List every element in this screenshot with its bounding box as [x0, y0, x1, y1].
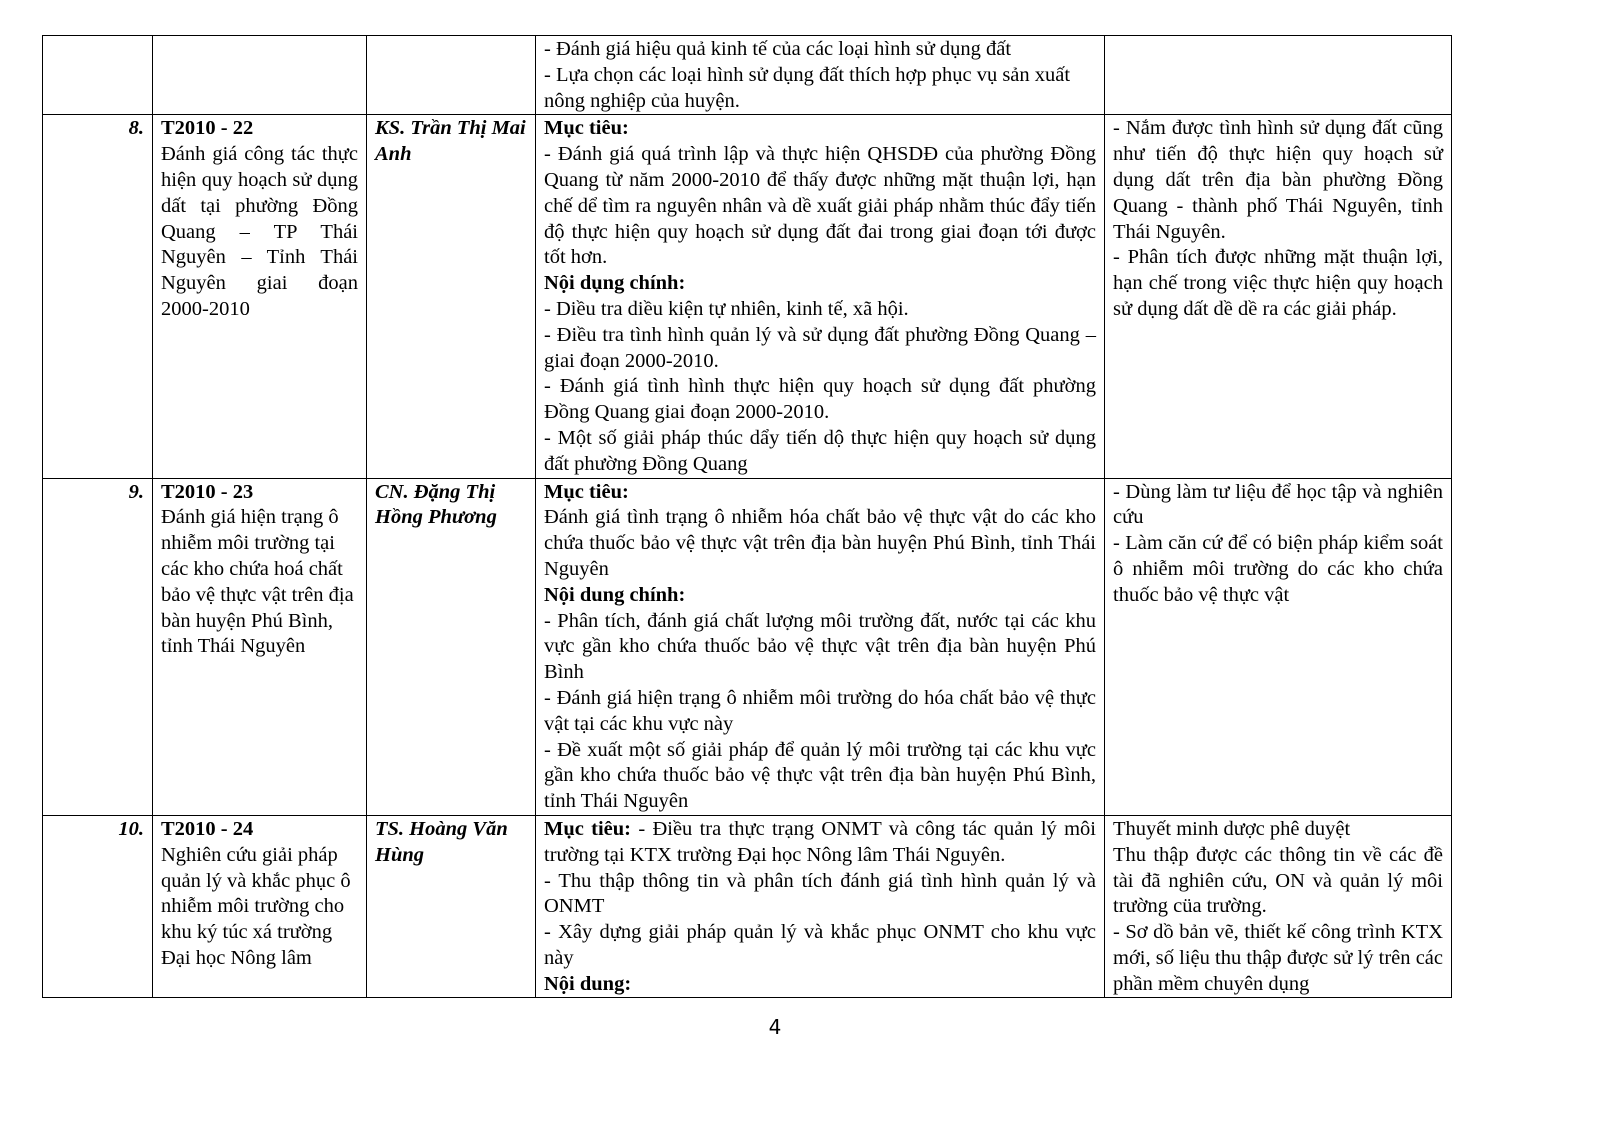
- table-row-continued: [43, 36, 1452, 115]
- objective-line: - Đánh giá quá trình lập và thực hiện QHSDĐ của phường Đồng Quang từ năm 2000-2010 để thấy được những mặt thuận lợi, hạn chế dể tìm ra nguyên nhân và dề xuất giải pháp nhằm thúc đẩy tiến độ thực hiện quy hoạch sử dụng đất đai trong giai đoạn tới được tốt hơn.: [544, 143, 1096, 269]
- objective-label: Mục tiêu:: [544, 480, 629, 503]
- cell-content: [536, 36, 1105, 115]
- row-number: 10.: [43, 815, 153, 998]
- project-title: Đánh giá công tác thực hiện quy hoạch sử dụng dất tại phường Đồng Quang – TP Thái Nguyên – Tỉnh Thái Nguyên giai đoạn 2000-2010: [161, 143, 358, 320]
- cell-results: [1105, 36, 1452, 115]
- result-line: Thuyết minh dược phê duyệt: [1113, 817, 1351, 840]
- result-line: Thu thập được các thông tin về các đề tài đã nghiên cứu, ON và quản lý môi trường cüa trường.: [1113, 843, 1443, 918]
- cell-number: [43, 36, 153, 115]
- content-line: - Đánh giá tình hình thực hiện quy hoạch sử dụng đất phường Đồng Quang giai đoạn 2000-2010.: [544, 375, 1096, 424]
- content-line: - Một số giải pháp thúc dẩy tiến dộ thực hiện quy hoạch sử dụng đất phường Đồng Quang: [544, 426, 1096, 475]
- row-number: 8.: [43, 115, 153, 478]
- project-code: T2010 - 24: [161, 817, 254, 840]
- project-title: Nghiên cứu giải pháp quản lý và khắc phục ô nhiễm môi trường cho khu ký túc xá trường Đại học Nông lâm: [161, 843, 351, 969]
- content-line: - Đánh giá hiệu quả kinh tế của các loại hình sử dụng đất: [544, 38, 1012, 60]
- objective-inline: - Điều tra thực trạng ONMT và công tác quản lý môi trường tại KTX trường Đại học Nông lâm Thái Nguyên.: [544, 817, 1097, 866]
- cell-content: [536, 115, 1105, 478]
- page-number: 4: [768, 1015, 782, 1039]
- objective-line: Đánh giá tình trạng ô nhiễm hóa chất bảo vệ thực vật do các kho chứa thuốc bảo vệ thực vật trên địa bàn huyện Phú Bình, tỉnh Thái Nguyên: [544, 506, 1096, 580]
- table-row: [43, 115, 1452, 478]
- result-line: - Sơ dồ bản vẽ, thiết kế công trình KTX mới, số liệu thu thập được sử lý trên các phần mềm chuyên dụng: [1113, 921, 1443, 995]
- content-label: Nội dụng chính:: [544, 272, 686, 295]
- project-title: Đánh giá hiện trạng ô nhiễm môi trường tại các kho chứa hoá chất bảo vệ thực vật trên địa bàn huyện Phú Bình, tỉnh Thái Nguyên: [161, 506, 354, 658]
- cell-results: [1105, 115, 1452, 478]
- cell-title: [153, 115, 367, 478]
- cell-results: [1105, 815, 1452, 998]
- project-code: T2010 - 22: [161, 117, 254, 140]
- project-author: CN. Đặng Thị Hồng Phương: [367, 478, 536, 815]
- row-number: 9.: [43, 478, 153, 815]
- content-label: Nội dung:: [544, 972, 632, 995]
- result-line: - Dùng làm tư liệu để học tập và nghiên cứu: [1113, 480, 1443, 529]
- table-row: [43, 478, 1452, 815]
- cell-content: [536, 815, 1105, 998]
- content-line: - Đánh giá hiện trạng ô nhiễm môi trường do hóa chất bảo vệ thực vật tại các khu vực này: [544, 686, 1096, 735]
- objective-line: - Xây dựng giải pháp quản lý và khắc phục ONMT cho khu vực này: [544, 921, 1096, 969]
- cell-content: [536, 478, 1105, 815]
- objective-paragraph: [544, 817, 1096, 869]
- objective-line: - Thu thập thông tin và phân tích đánh giá tình hình quản lý và ONMT: [544, 869, 1096, 918]
- content-label: Nội dung chính:: [544, 583, 686, 606]
- result-line: - Nắm được tình hình sử dụng đất cũng như tiến độ thực hiện quy hoạch sử dụng dất trên địa bàn phường Đồng Quang - thành phố Thái Nguyên, tỉnh Thái Nguyên.: [1113, 117, 1443, 243]
- cell-title: [153, 478, 367, 815]
- content-line: - Diều tra diều kiện tự nhiên, kinh tế, xã hội.: [544, 297, 909, 320]
- content-line: - Điều tra tình hình quản lý và sử dụng đất phường Đồng Quang – giai đoạn 2000-2010.: [544, 323, 1096, 372]
- research-projects-table: [42, 35, 1452, 998]
- project-author: TS. Hoàng Văn Hùng: [367, 815, 536, 998]
- objective-label: Mục tiêu:: [544, 117, 629, 140]
- result-line: - Làm căn cứ để có biện pháp kiểm soát ô nhiễm môi trường do các kho chứa thuốc bảo vệ thực vật: [1113, 532, 1443, 606]
- content-line: - Phân tích, đánh giá chất lượng môi trường đất, nước tại các khu vực gần kho chứa thuốc bảo vệ thực vật trên địa bàn huyện Phú Bình: [544, 609, 1096, 684]
- project-code: T2010 - 23: [161, 480, 254, 503]
- cell-title: [153, 815, 367, 998]
- objective-label: Mục tiêu:: [544, 817, 632, 840]
- content-line: - Đề xuất một số giải pháp để quản lý môi trường tại các khu vực gần kho chứa thuốc bảo vệ thực vật trên địa bàn huyện Phú Bình, tỉnh Thái Nguyên: [544, 738, 1096, 813]
- content-line: - Lựa chọn các loại hình sử dụng đất thích hợp phục vụ sản xuất nông nghiệp của huyện.: [544, 63, 1071, 112]
- project-author: KS. Trần Thị Mai Anh: [367, 115, 536, 478]
- result-line: - Phân tích được những mặt thuận lợi, hạn chế trong việc thực hiện quy hoạch sử dụng dất dề dề ra các giải pháp.: [1113, 246, 1443, 320]
- table-row: [43, 815, 1452, 998]
- cell-author: [367, 36, 536, 115]
- cell-results: [1105, 478, 1452, 815]
- cell-title: [153, 36, 367, 115]
